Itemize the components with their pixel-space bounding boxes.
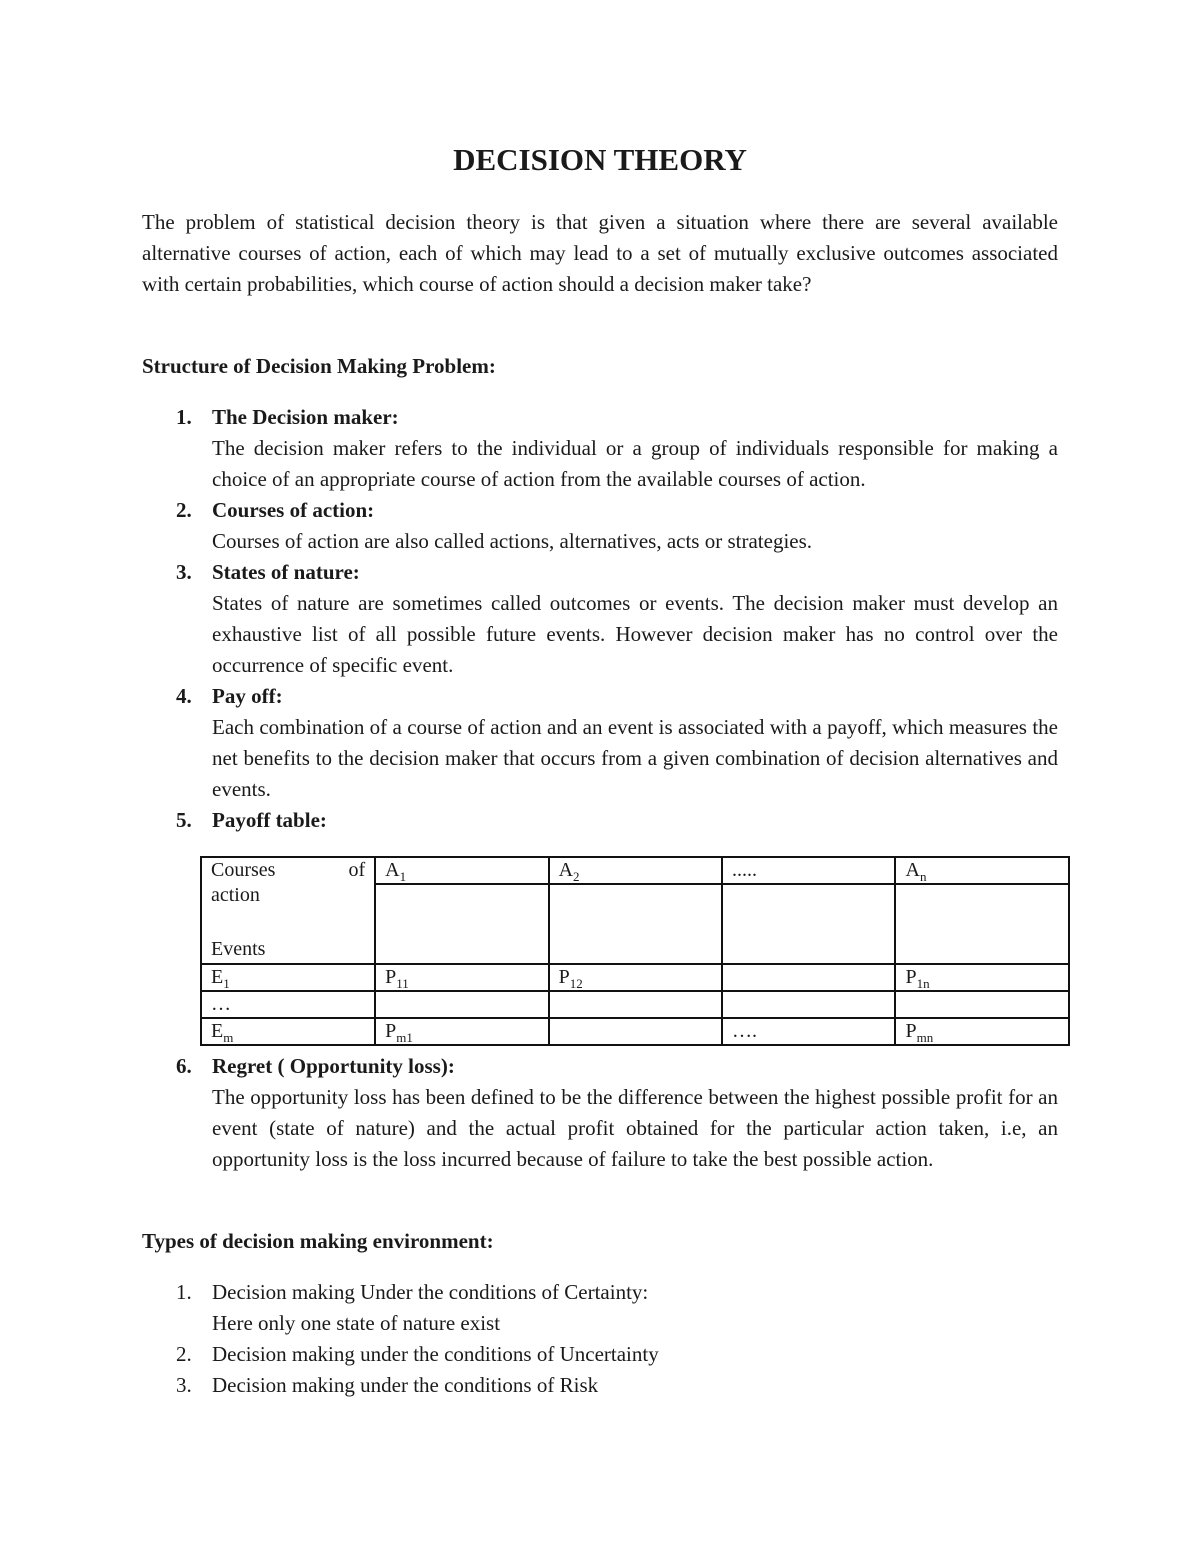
item-body: The decision maker refers to the individual or a group of individuals responsible for making a choice of an appropriate course of action from the available courses of action. <box>212 436 1058 491</box>
table-cell <box>549 991 722 1018</box>
item-number: 6. <box>176 1054 192 1078</box>
table-cell: $P_{mn}$ <box>895 1018 1069 1045</box>
document-title: DECISION THEORY <box>453 142 747 177</box>
list-item <box>142 805 1058 836</box>
table-cell <box>375 884 548 964</box>
table-row-label: $E_1$ <box>201 964 375 991</box>
table-cell: …. <box>722 1018 895 1045</box>
structure-list-continued <box>142 1051 1058 1175</box>
item-number: 1. <box>176 405 192 429</box>
item-text: Decision making Under the conditions of Certainty: <box>212 1280 649 1304</box>
table-cell <box>549 1018 722 1045</box>
corner-label-action: action <box>211 884 260 906</box>
item-title: The Decision maker: <box>212 405 399 429</box>
item-number: 2. <box>176 1342 192 1366</box>
list-item <box>142 402 1058 495</box>
item-number: 4. <box>176 684 192 708</box>
corner-label-of: of <box>348 859 366 881</box>
table-cell: $P_{11}$ <box>375 964 548 991</box>
intro-paragraph: The problem of statistical decision theory is that given a situation where there are several available alternative courses of action, each of which may lead to a set of mutually exclusive outcomes associated with certain probabilities, which course of action should a decision maker take? <box>142 210 1058 296</box>
item-number: 1. <box>176 1280 192 1304</box>
list-item <box>142 495 1058 557</box>
table-cell <box>722 991 895 1018</box>
table-header-cell: $A_2$ <box>549 857 722 884</box>
table-cell <box>722 884 895 964</box>
table-cell: $P_{12}$ <box>549 964 722 991</box>
environment-list <box>142 1277 1058 1401</box>
table-corner-cell <box>201 857 375 964</box>
item-subtext: Here only one state of nature exist <box>212 1311 501 1335</box>
payoff-table <box>200 856 1070 1046</box>
table-header-row <box>201 857 1069 884</box>
item-body: Each combination of a course of action and an event is associated with a payoff, which measures the net benefits to the decision maker that occurs from a given combination of decision alternatives and events. <box>212 715 1058 801</box>
item-title: Regret ( Opportunity loss): <box>212 1054 455 1078</box>
item-title: Courses of action: <box>212 498 375 522</box>
table-row <box>201 964 1069 991</box>
list-item <box>142 1051 1058 1175</box>
table-row-label: … <box>201 991 375 1018</box>
structure-heading: Structure of Decision Making Problem: <box>142 354 496 378</box>
item-number: 5. <box>176 808 192 832</box>
item-text: Decision making under the conditions of Risk <box>212 1373 599 1397</box>
item-body: The opportunity loss has been defined to be the difference between the highest possible profit for an event (state of nature) and the actual profit obtained for the particular action taken, i.e, an opportunity loss is the loss incurred because of failure to take the best possible action. <box>212 1085 1058 1171</box>
table-cell <box>549 884 722 964</box>
list-item <box>142 681 1058 805</box>
table-cell <box>375 991 548 1018</box>
item-body: Courses of action are also called actions, alternatives, acts or strategies. <box>212 529 813 553</box>
corner-label-courses: Courses <box>211 859 276 881</box>
environment-heading: Types of decision making environment: <box>142 1229 494 1253</box>
list-item <box>142 1339 1058 1370</box>
table-header-cell: $A_1$ <box>375 857 548 884</box>
list-item <box>142 1277 1058 1339</box>
table-cell <box>895 991 1069 1018</box>
item-title: Pay off: <box>212 684 283 708</box>
item-body: States of nature are sometimes called outcomes or events. The decision maker must develop an exhaustive list of all possible future events. However decision maker has no control over the occurrence of specific event. <box>212 591 1058 677</box>
list-item <box>142 1370 1058 1401</box>
table-cell <box>895 884 1069 964</box>
table-row-label: $E_m$ <box>201 1018 375 1045</box>
item-text: Decision making under the conditions of Uncertainty <box>212 1342 659 1366</box>
table-row <box>201 991 1069 1018</box>
item-number: 2. <box>176 498 192 522</box>
table-header-cell: ..... <box>722 857 895 884</box>
table-header-cell: $A_n$ <box>895 857 1069 884</box>
item-title: Payoff table: <box>212 808 327 832</box>
item-title: States of nature: <box>212 560 360 584</box>
structure-list <box>142 402 1058 836</box>
item-number: 3. <box>176 560 192 584</box>
list-item <box>142 557 1058 681</box>
table-cell: $P_{m1}$ <box>375 1018 548 1045</box>
item-number: 3. <box>176 1373 192 1397</box>
corner-label-events: Events <box>211 938 266 960</box>
table-row <box>201 1018 1069 1045</box>
table-cell <box>722 964 895 991</box>
table-cell: $P_{1n}$ <box>895 964 1069 991</box>
